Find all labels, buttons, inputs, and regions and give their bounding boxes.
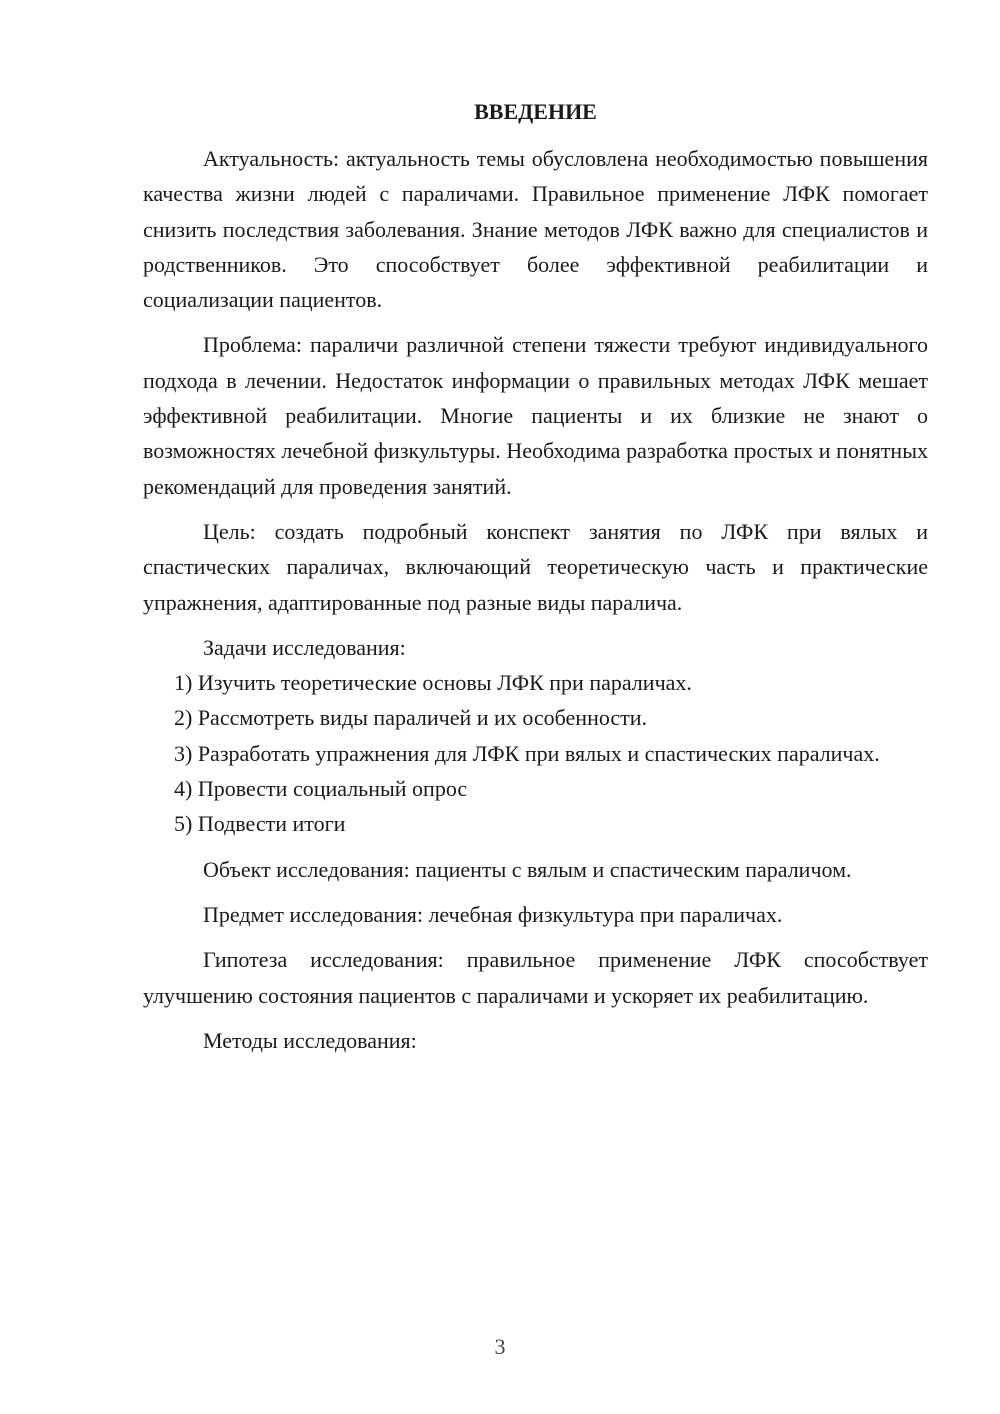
methods-heading: Методы исследования: xyxy=(203,1027,417,1053)
page-body xyxy=(143,94,928,1058)
paragraph-relevance: Актуальность: актуальность темы обусловлена необходимостью повышения качества жизни людей с параличами. Правильное применение ЛФК помогает снизить последствия заболевания. Знание методов ЛФК важно для специалистов и родственников. Это способствует более эффективной реабилитации и социализации пациентов. xyxy=(143,146,928,313)
list-item-task-5: 5) Подвести итоги xyxy=(174,811,346,837)
tasks-heading: Задачи исследования: xyxy=(203,634,406,660)
paragraph-object: Объект исследования: пациенты с вялым и спастическим параличом. xyxy=(203,856,852,882)
list-item-task-2: 2) Рассмотреть виды параличей и их особенности. xyxy=(174,705,648,731)
section-title: ВВЕДЕНИЕ xyxy=(474,99,597,124)
list-item-task-4: 4) Провести социальный опрос xyxy=(174,776,468,802)
paragraph-problem: Проблема: параличи различной степени тяжести требуют индивидуального подхода в лечении. Недостаток информации о правильных методах ЛФК мешает эффективной реабилитации. Многие пациенты и их близкие не знают о возможностях лечебной физкультуры. Необходима разработка простых и понятных рекомендаций для проведения занятий. xyxy=(143,332,928,499)
list-item-task-1: 1) Изучить теоретические основы ЛФК при параличах. xyxy=(174,670,692,696)
paragraph-hypothesis: Гипотеза исследования: правильное применение ЛФК способствует улучшению состояния пациентов с параличами и ускоряет их реабилитацию. xyxy=(143,947,928,1008)
paragraph-subject: Предмет исследования: лечебная физкультура при параличах. xyxy=(203,901,783,927)
paragraph-goal: Цель: создать подробный конспект занятия по ЛФК при вялых и спастических параличах, включающий теоретическую часть и практические упражнения, адаптированные под разные виды паралича. xyxy=(143,518,928,615)
list-item-task-3: 3) Разработать упражнения для ЛФК при вялых и спастических параличах. xyxy=(174,740,880,766)
page-number: 3 xyxy=(494,1334,506,1359)
